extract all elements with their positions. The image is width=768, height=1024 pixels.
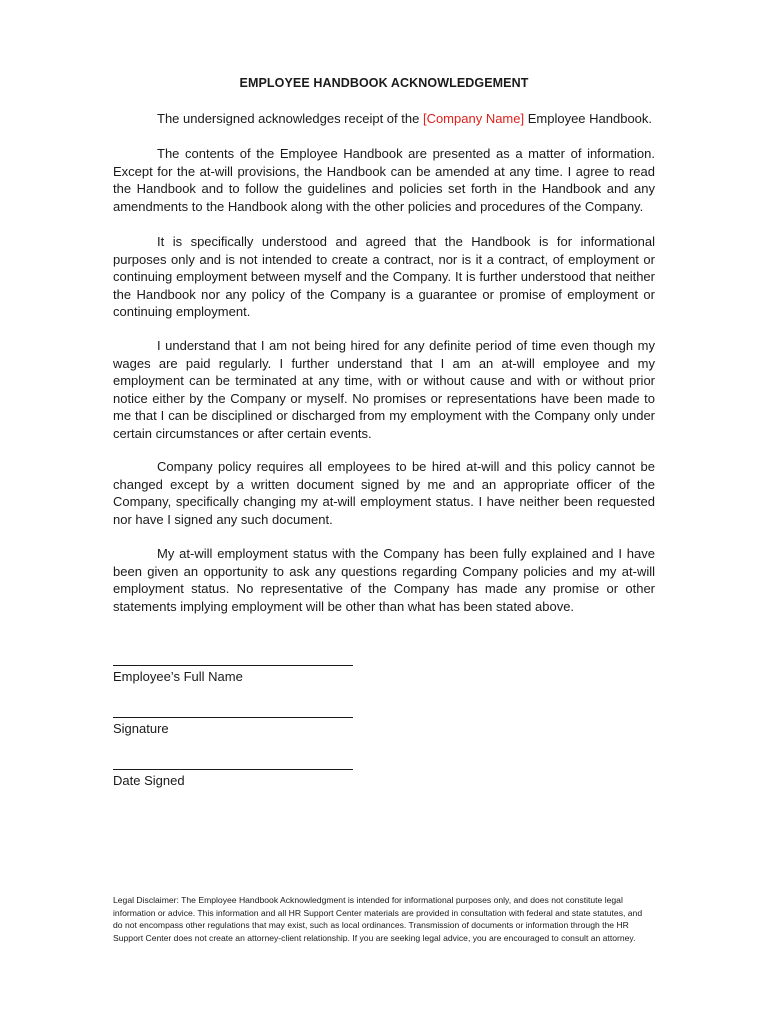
company-name-placeholder: [Company Name]: [422, 111, 525, 126]
paragraph-no-contract: It is specifically understood and agreed that the Handbook is for informational purposes only and is not intended to create a contract, nor is it a contract, of employment or continuing employment between myself and the Company. It is further understood that neither the Handbook nor any policy of the Company is a guarantee or promise of employment or continuing employment.: [113, 234, 655, 319]
paragraph-company-policy: Company policy requires all employees to be hired at-will and this policy cannot be changed except by a written document signed by me and an appropriate officer of the Company, specifically changing my at-will employment status. I have neither been requested nor have I signed any such document.: [113, 459, 655, 527]
intro-text-after: Employee Handbook.: [524, 111, 653, 126]
paragraph-status-explained: My at-will employment status with the Company has been fully explained and I have been given an opportunity to ask any questions regarding Company policies and my at-will employment status. No representative of the Company has made any promise or other statements implying employment will be other than what has been stated above.: [113, 546, 655, 614]
signature-label: Signature: [113, 721, 169, 736]
full-name-signature-line[interactable]: [113, 665, 353, 666]
paragraph-handbook-contents: The contents of the Employee Handbook are presented as a matter of information. Except for the at-will provisions, the Handbook can be amended at any time. I agree to read the Handbook and to follow the guidelines and policies set forth in the Handbook and any amendments to the Handbook along with the other policies and procedures of the Company.: [113, 146, 655, 214]
date-signed-line[interactable]: [113, 769, 353, 770]
paragraph-at-will-employment: I understand that I am not being hired for any definite period of time even though my wages are paid regularly. I further understand that I am an at-will employee and my employment can be terminated at any time, with or without cause and with or without prior notice either by the Company or myself. No promises or representations have been made to me that I can be disciplined or discharged from my employment with the Company only under certain circumstances or after certain events.: [113, 338, 655, 441]
intro-text-before: The undersigned acknowledges receipt of the: [157, 111, 423, 126]
document-title: EMPLOYEE HANDBOOK ACKNOWLEDGEMENT: [239, 76, 529, 90]
date-signed-label: Date Signed: [113, 773, 185, 788]
signature-line[interactable]: [113, 717, 353, 718]
document-page: [113, 0, 655, 1024]
intro-line: [113, 110, 655, 128]
full-name-label: Employee’s Full Name: [113, 669, 243, 684]
legal-disclaimer: Legal Disclaimer: The Employee Handbook Acknowledgment is intended for informational purposes only, and does not constitute legal information or advice. This information and all HR Support Center materials are provided in consultation with federal and state statutes, and do not encompass other regulations that may exist, such as local ordinances. Transmission of documents or information through the HR Support Center does not create an attorney-client relationship. If you are seeking legal advice, you are encouraged to consult an attorney.: [113, 895, 643, 943]
